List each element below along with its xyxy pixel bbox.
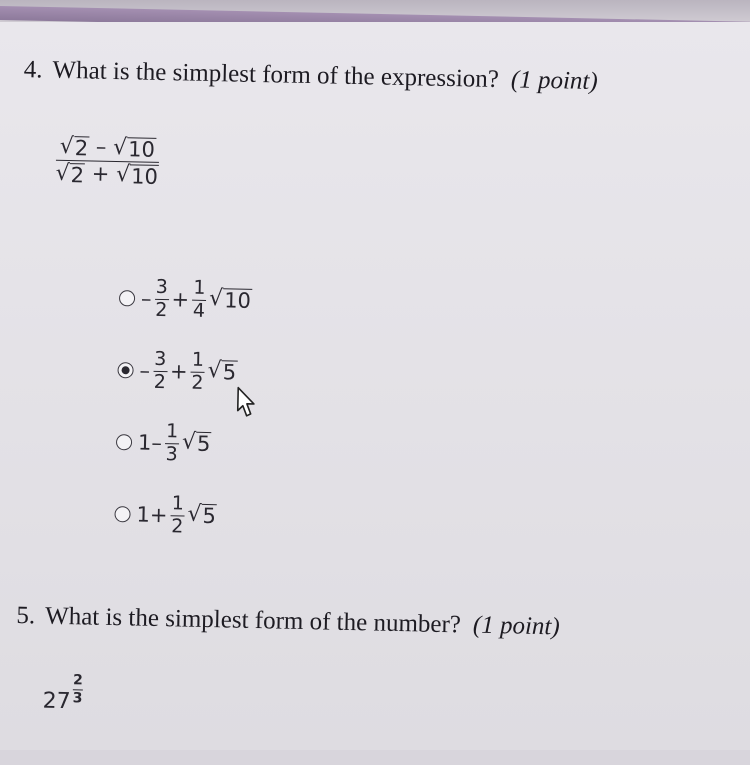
answer-option-a[interactable]: [118, 262, 252, 337]
quiz-content: [0, 22, 750, 765]
radio-button[interactable]: [114, 506, 130, 522]
fraction: $\frac{1}{4}$: [192, 276, 206, 322]
radical-icon: √: [55, 160, 70, 187]
expression-fraction: [55, 135, 159, 188]
sqrt-term: √ 10: [112, 134, 156, 162]
radical-icon: √: [187, 502, 202, 528]
expression-numerator: √ 2 – √ 10: [59, 133, 156, 162]
quiz-page: [0, 22, 750, 750]
radio-button[interactable]: [119, 290, 135, 306]
sqrt-term: √ 10: [115, 162, 159, 189]
radical-icon: √: [207, 358, 223, 384]
fraction: $\frac{1}{3}$: [165, 419, 179, 465]
option-expression: 1+ $\frac{1}{2}$ √ 5: [136, 491, 217, 538]
question-number: 5.: [16, 602, 36, 630]
sqrt-term: √ 2: [59, 133, 89, 161]
expression-denominator: √ 2 + √ 10: [55, 160, 159, 189]
option-expression: – $\frac{3}{2}$ + $\frac{1}{2}$ √ 5: [139, 347, 237, 394]
question-text: What is the simplest form of the number?: [44, 602, 462, 639]
fraction: $\frac{1}{2}$: [171, 491, 185, 538]
radical-icon: √: [112, 134, 128, 161]
radical-icon: √: [181, 429, 197, 456]
radical-icon: √: [59, 133, 75, 160]
fraction: $\frac{3}{2}$: [155, 275, 169, 321]
question-5-expression: [42, 673, 83, 715]
exponent-base: 27: [42, 688, 71, 715]
option-expression: 1– $\frac{1}{3}$ √ 5: [137, 419, 211, 465]
mouse-pointer-icon: [228, 384, 261, 425]
radical-icon: √: [208, 286, 224, 312]
sqrt-term: √ 2: [55, 160, 85, 188]
question-4-prompt: [24, 56, 598, 96]
exponent-fraction: $\frac{2}{3}$: [72, 672, 83, 707]
question-4-expression: [55, 135, 159, 188]
option-expression: – $\frac{3}{2}$ + $\frac{1}{4}$ √ 10: [140, 275, 252, 322]
question-number: 4.: [23, 56, 43, 84]
radical-icon: √: [115, 162, 131, 188]
sqrt-term: √ 5: [181, 429, 211, 457]
question-points: (1 point): [510, 66, 598, 96]
radio-button-selected[interactable]: [117, 362, 133, 378]
question-points: (1 point): [472, 611, 560, 641]
sqrt-term: √ 10: [208, 286, 252, 314]
radio-button[interactable]: [116, 434, 132, 450]
fraction: $\frac{3}{2}$: [153, 347, 167, 393]
question-text: What is the simplest form of the expression?: [52, 56, 500, 94]
question-5-prompt: [16, 602, 560, 641]
sqrt-term: √ 5: [207, 358, 237, 386]
sqrt-term: √ 5: [187, 502, 217, 529]
fraction: $\frac{1}{2}$: [191, 348, 205, 394]
answer-option-d[interactable]: [114, 478, 248, 553]
